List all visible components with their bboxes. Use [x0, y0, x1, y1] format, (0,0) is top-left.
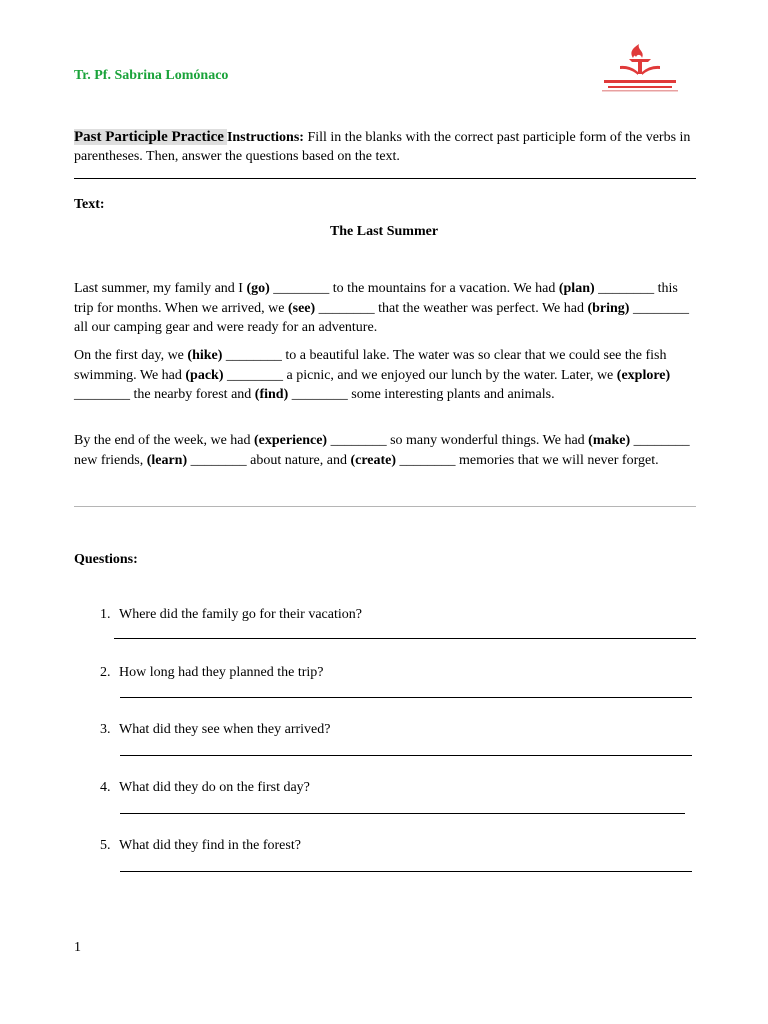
- question-number: 5.: [100, 838, 111, 853]
- fill-blank[interactable]: ________: [225, 348, 282, 363]
- heading-divider: [74, 178, 696, 179]
- text-divider: [74, 506, 696, 507]
- page-number: 1: [74, 940, 81, 955]
- question-number: 1.: [100, 607, 111, 622]
- answer-line[interactable]: [120, 871, 692, 872]
- instructions-text: Fill in the blanks with the correct past participle form of the verbs in parentheses. Then, answer the questions based on the text.: [74, 130, 691, 164]
- worksheet-heading: [74, 128, 696, 166]
- fill-blank[interactable]: ________: [190, 452, 247, 468]
- verb-prompt: (hike): [187, 348, 223, 363]
- verb-prompt: (see): [287, 300, 316, 316]
- verb-prompt: (go): [246, 281, 270, 296]
- instructions-label: Instructions:: [226, 130, 304, 145]
- question-text: How long had they planned the trip?: [119, 665, 324, 680]
- fill-blank[interactable]: ________: [598, 281, 655, 296]
- question-number: 3.: [100, 722, 111, 737]
- answer-line[interactable]: [120, 813, 685, 814]
- question-text: Where did the family go for their vacation?: [119, 607, 362, 622]
- fill-blank[interactable]: ________: [273, 281, 330, 296]
- answer-line[interactable]: [120, 755, 692, 756]
- story-paragraph-3: By the end of the week, we had (experience) ________ so many wonderful things. We had (make) ________ new friends, (learn) ________ about nature, and (create) ________ memories that we will never forget.: [74, 433, 690, 468]
- verb-prompt: (create): [350, 452, 397, 468]
- questions-label: Questions:: [74, 552, 138, 567]
- answer-line[interactable]: [120, 697, 692, 698]
- verb-prompt: (plan): [558, 281, 595, 296]
- school-torch-logo: [600, 42, 680, 94]
- verb-prompt: (bring): [587, 300, 630, 316]
- fill-blank[interactable]: ________: [318, 300, 375, 316]
- worksheet-title: Past Participle Practice: [74, 129, 227, 145]
- fill-blank[interactable]: ________: [330, 433, 387, 448]
- verb-prompt: (explore): [616, 367, 671, 383]
- question-number: 4.: [100, 780, 111, 795]
- fill-blank[interactable]: ________: [291, 387, 348, 402]
- question-text: What did they find in the forest?: [119, 838, 301, 853]
- question-text: What did they do on the first day?: [119, 780, 310, 795]
- fill-blank[interactable]: ________: [633, 433, 690, 448]
- verb-prompt: (make): [588, 433, 631, 448]
- fill-blank[interactable]: ________: [632, 300, 689, 316]
- fill-blank[interactable]: ________: [399, 452, 456, 468]
- verb-prompt: (find): [254, 387, 289, 402]
- text-section-label: Text:: [74, 197, 105, 212]
- fill-blank[interactable]: ________: [74, 387, 130, 402]
- verb-prompt: (experience): [254, 433, 328, 448]
- story-paragraph-1: Last summer, my family and I (go) ________ to the mountains for a vacation. We had (plan) ________ this trip for months. When we arrived, we (see) ________ that the weather was perfect. We had (bring) ________ all our camping gear and were ready for an adventure.: [74, 281, 689, 335]
- teacher-name: Tr. Pf. Sabrina Lomónaco: [74, 68, 229, 83]
- fill-blank[interactable]: ________: [227, 367, 284, 383]
- verb-prompt: (learn): [146, 452, 188, 468]
- story-paragraph-2: On the first day, we (hike) ________ to a beautiful lake. The water was so clear that we could see the fish swimming. We had (pack) ________ a picnic, and we enjoyed our lunch by the water. Later, we (explore) ________ the nearby forest and (find) ________ some interesting plants and animals.: [74, 348, 671, 402]
- answer-line[interactable]: [114, 638, 696, 639]
- story-title: The Last Summer: [329, 224, 439, 239]
- question-text: What did they see when they arrived?: [119, 722, 331, 737]
- question-number: 2.: [100, 665, 111, 680]
- verb-prompt: (pack): [185, 367, 224, 383]
